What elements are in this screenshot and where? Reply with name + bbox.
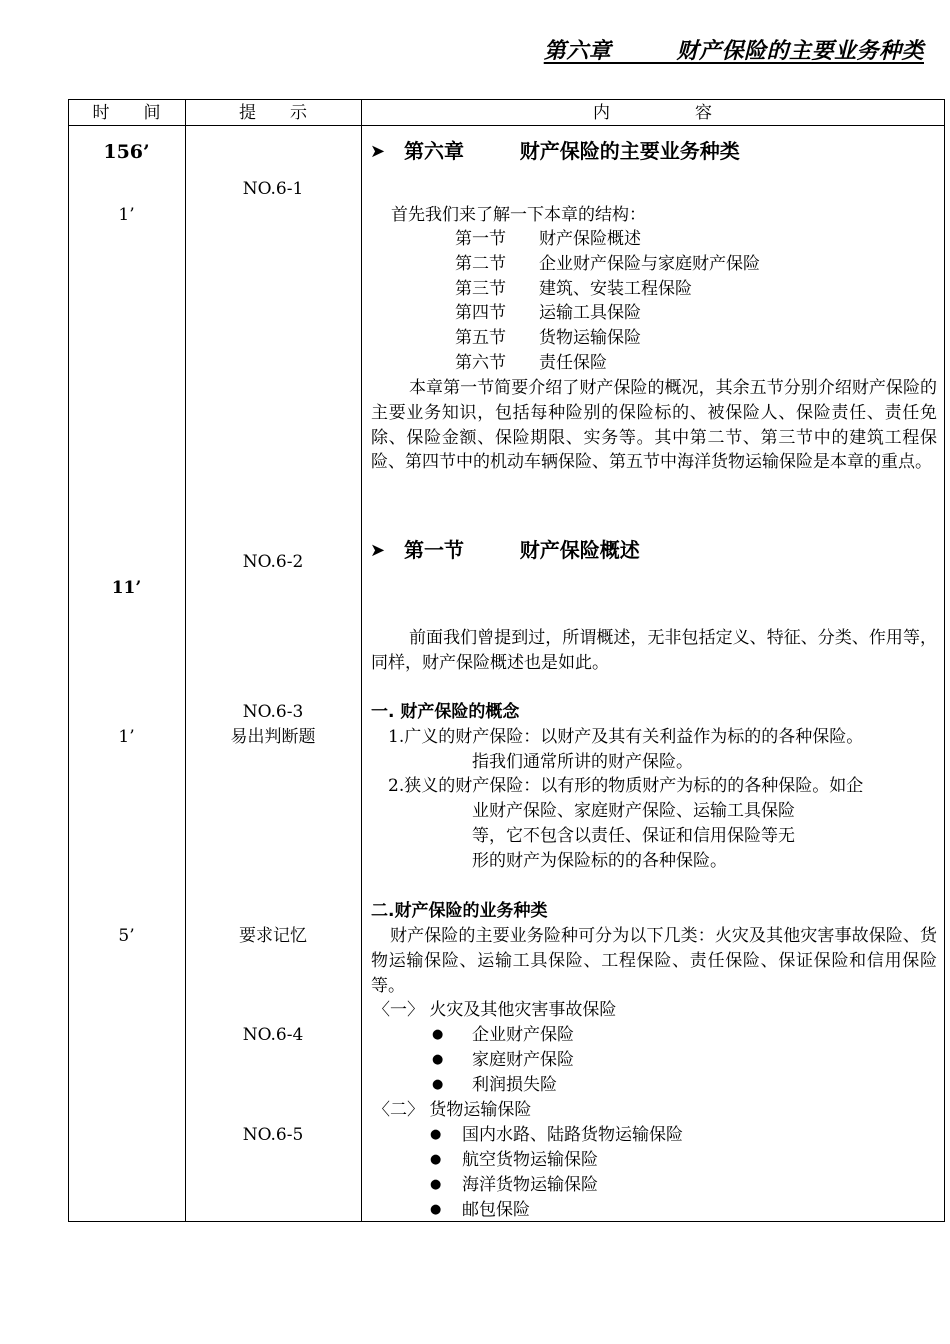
chapter-summary: 本章第一节简要介绍了财产保险的概况，其余五节分别介绍财产保险的主要业务知识，包括每种险别的保险标的、被保险人、保险责任、责任免除、保险金额、保险期限、实务等。其中第二节、第三节中的建筑工程保险、第四节中的机动车辆保险、第五节中海洋货物运输保险是本章的重点。 <box>371 378 937 473</box>
col-divider-time <box>185 99 186 1222</box>
section-no: 第三节 <box>455 279 506 299</box>
header-time: 时 间 <box>92 103 161 123</box>
types-intro: 财产保险的主要业务险种可分为以下几类：火灾及其他灾害事故保险、货物运输保险、运输工具保险、工程保险、责任保险、保证保险和信用保险等。 <box>371 926 937 996</box>
list-item: 家庭财产保险 <box>472 1050 574 1070</box>
concept-narrow-cont: 业财产保险、家庭财产保险、运输工具保险 <box>472 801 795 821</box>
table-right-border <box>944 99 945 1222</box>
section-title: 财产保险概述 <box>539 229 641 249</box>
hint-no-6-4: NO.6-4 <box>242 1025 304 1045</box>
time-types: 5’ <box>118 926 135 946</box>
col-divider-hint <box>361 99 362 1222</box>
section-title: 运输工具保险 <box>539 303 641 323</box>
section-no: 第六节 <box>455 353 506 373</box>
section1-intro: 前面我们曾提到过，所谓概述，无非包括定义、特征、分类、作用等，同样，财产保险概述也是如此。 <box>371 628 937 673</box>
concept-title: 一. 财产保险的概念 <box>371 702 520 722</box>
list-item: 利润损失险 <box>472 1075 557 1095</box>
concept-narrow-cont: 等，它不包含以责任、保证和信用保险等无 <box>472 826 795 846</box>
list-item: 航空货物运输保险 <box>462 1150 598 1170</box>
time-concept: 1’ <box>118 727 135 747</box>
intro-text: 首先我们来了解一下本章的结构： <box>391 205 646 225</box>
bullet-icon: ● <box>432 1027 444 1042</box>
hint-judgement: 易出判断题 <box>230 727 316 747</box>
list-item: 邮包保险 <box>462 1200 530 1220</box>
hint-no-6-2: NO.6-2 <box>242 552 304 572</box>
concept-broad-cont: 指我们通常所讲的财产保险。 <box>472 752 693 772</box>
section-no: 第一节 <box>455 229 506 249</box>
section-no: 第四节 <box>455 303 506 323</box>
concept-narrow: 2.狭义的财产保险：以有形的物质财产为标的的各种保险。如企 <box>388 776 864 796</box>
hint-no-6-5: NO.6-5 <box>242 1125 304 1145</box>
section-title: 责任保险 <box>539 353 607 373</box>
chapter-heading: 第六章 财产保险的主要业务种类 <box>404 139 740 163</box>
table-left-border <box>68 99 69 1222</box>
table-top-border <box>68 99 945 100</box>
bullet-icon: ● <box>430 1177 442 1192</box>
page-header: 第六章 财产保险的主要业务种类 <box>543 39 924 64</box>
list-item: 企业财产保险 <box>472 1025 574 1045</box>
hint-memorize: 要求记忆 <box>239 926 307 946</box>
time-intro: 1’ <box>118 205 135 225</box>
bullet-icon: ● <box>432 1052 444 1067</box>
time-section1: 11’ <box>111 578 142 598</box>
section-title: 企业财产保险与家庭财产保险 <box>539 254 760 274</box>
section-no: 第五节 <box>455 328 506 348</box>
group2-title: 〈二〉 货物运输保险 <box>373 1100 532 1120</box>
bullet-icon: ● <box>430 1152 442 1167</box>
bullet-icon: ● <box>430 1127 442 1142</box>
list-item: 海洋货物运输保险 <box>462 1175 598 1195</box>
section-no: 第二节 <box>455 254 506 274</box>
bullet-icon: ● <box>430 1202 442 1217</box>
concept-broad: 1.广义的财产保险：以财产及其有关利益作为标的的各种保险。 <box>388 727 864 747</box>
table-bottom-border <box>68 1221 945 1222</box>
concept-narrow-cont: 形的财产为保险标的的各种保险。 <box>472 851 727 871</box>
header-content: 内 容 <box>593 103 712 123</box>
section-title: 货物运输保险 <box>539 328 641 348</box>
table-header-border <box>68 125 945 126</box>
section1-heading: 第一节 财产保险概述 <box>404 538 640 562</box>
bullet-icon: ● <box>432 1077 444 1092</box>
types-title: 二.财产保险的业务种类 <box>371 901 548 921</box>
section-title: 建筑、安装工程保险 <box>539 279 692 299</box>
hint-no-6-1: NO.6-1 <box>242 179 304 199</box>
arrow-bullet-icon: ➤ <box>370 141 386 162</box>
arrow-bullet-icon: ➤ <box>370 540 386 561</box>
time-total: 156’ <box>103 141 150 163</box>
hint-no-6-3: NO.6-3 <box>242 702 304 722</box>
list-item: 国内水路、陆路货物运输保险 <box>462 1125 683 1145</box>
header-hint: 提 示 <box>239 103 307 123</box>
group1-title: 〈一〉 火灾及其他灾害事故保险 <box>373 1000 617 1020</box>
